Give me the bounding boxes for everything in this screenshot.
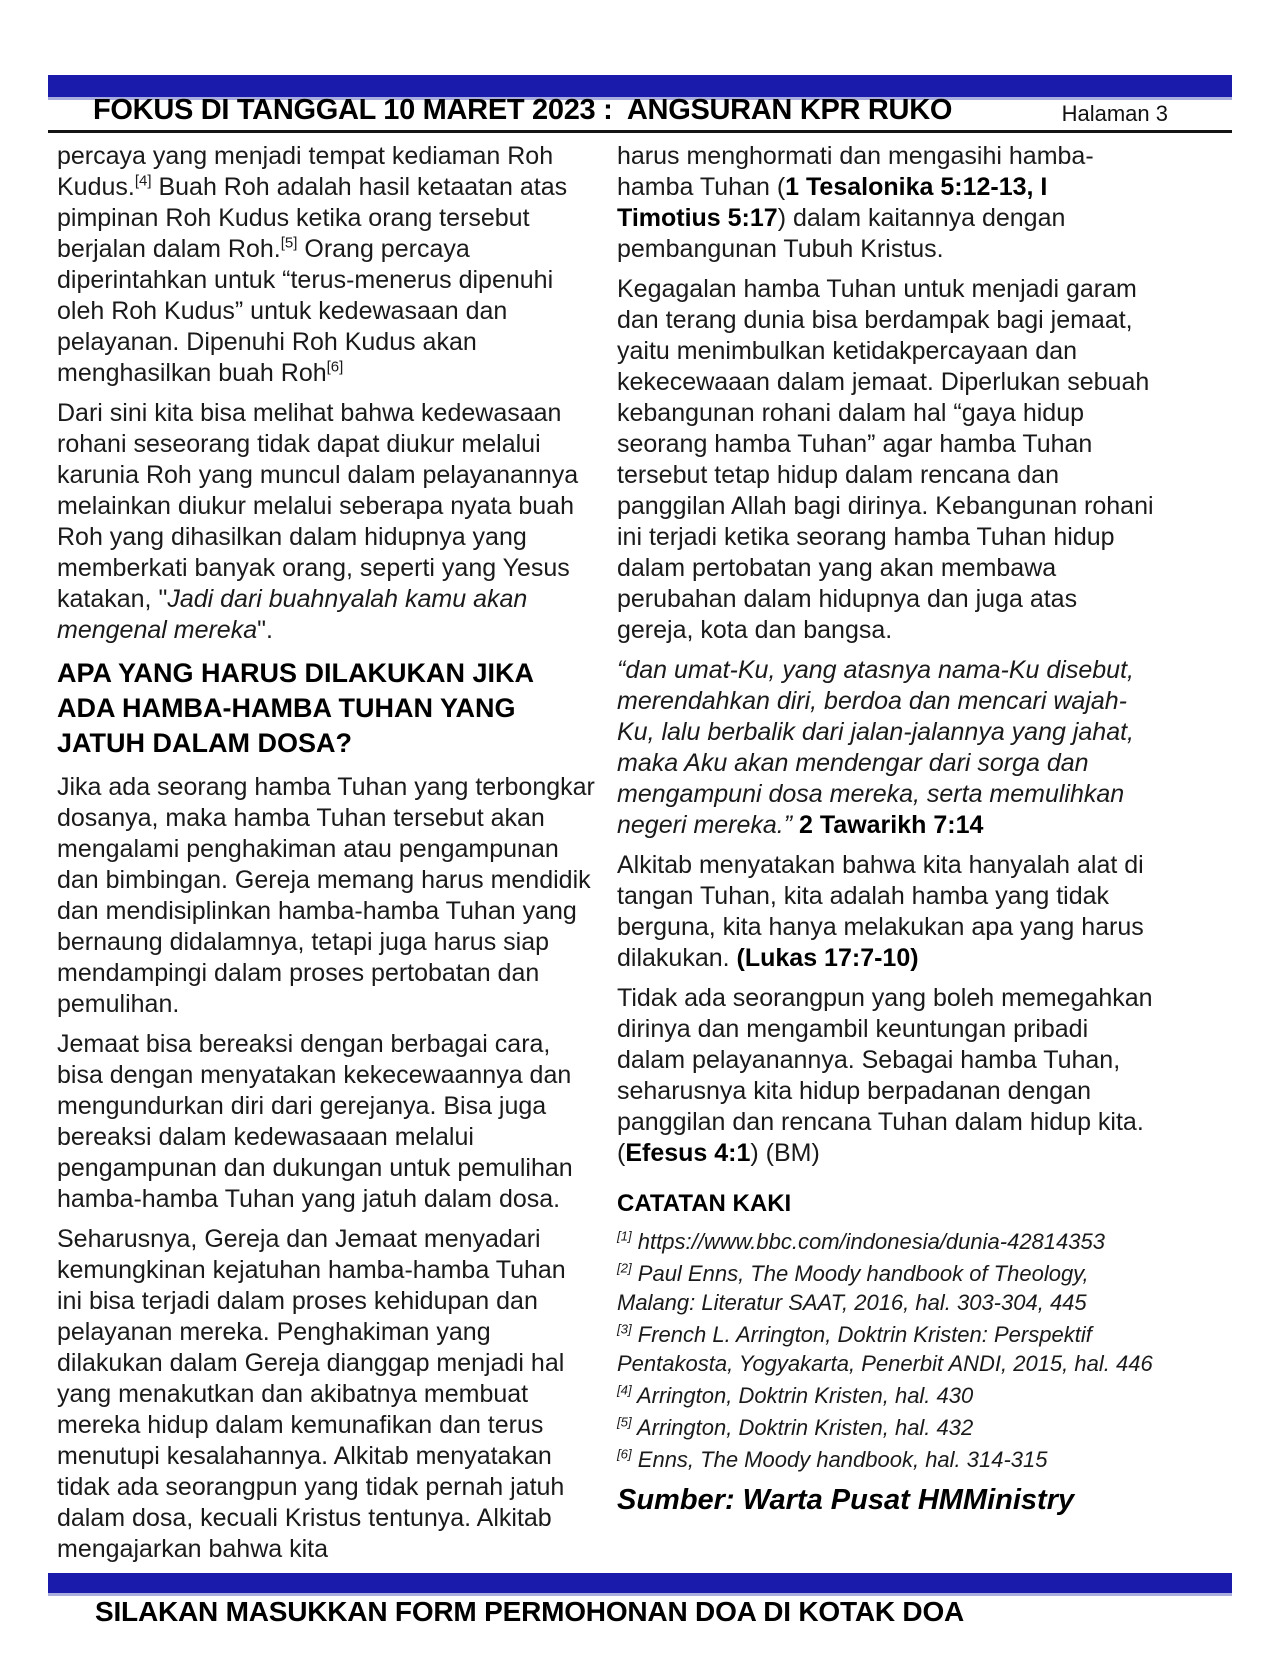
footnote-item: [2] Paul Enns, The Moody handbook of Theology, Malang: Literatur SAAT, 2016, hal. 303-304, 445 [617,1260,1089,1315]
paragraph: Seharusnya, Gereja dan Jemaat menyadari kemungkinan kejatuhan hamba-hamba Tuhan ini bisa terjadi dalam proses kehidupan dan pelayanan mereka. Penghakiman yang dilakukan dalam Gereja dianggap menjadi hal yang menakutkan dan akibatnya membuat mereka hidup dalam kemunafikan dan terus menutupi kesalahannya. Alkitab menyatakan tidak ada seorangpun yang tidak pernah jatuh dalam dosa, kecuali Kristus tentunya. Alkitab mengajarkan bahwa kita [57,1225,566,1563]
paragraph: Dari sini kita bisa melihat bahwa kedewasaan rohani seseorang tidak dapat diukur melalui karunia Roh yang muncul dalam pelayanannya melainkan diukur melalui seberapa nyata buah Roh yang dihasilkan dalam hidupnya yang memberkati banyak orang, seperti yang Yesus katakan, "Jadi dari buahnyalah kamu akan mengenal mereka". [57,399,579,644]
paragraph: Jika ada seorang hamba Tuhan yang terbongkar dosanya, maka hamba Tuhan tersebut akan mengalami penghakiman atau pengampunan dan bimbingan. Gereja memang harus mendidik dan mendisiplinkan hamba-hamba Tuhan yang bernaung didalamnya, tetapi juga harus siap mendampingi dalam proses pertobatan dan pemulihan. [57,773,595,1018]
article-body [57,141,1155,1569]
source-line: Sumber: Warta Pusat HMMinistry [617,1484,1075,1516]
footnote-item: [5] Arrington, Doktrin Kristen, hal. 432 [617,1414,974,1440]
right-column [617,141,1155,1569]
paragraph: Tidak ada seorangpun yang boleh memegahkan dirinya dan mengambil keuntungan pribadi dalam pelayanannya. Sebagai hamba Tuhan, seharusnya kita hidup berpadanan dengan panggilan dan rencana Tuhan dalam hidup kita. (Efesus 4:1) (BM) [617,984,1153,1167]
footer-text: SILAKAN MASUKKAN FORM PERMOHONAN DOA DI KOTAK DOA [95,1596,965,1627]
footnote-item: [4] Arrington, Doktrin Kristen, hal. 430 [617,1382,974,1408]
footnote-item: [3] French L. Arrington, Doktrin Kristen: Perspektif Pentakosta, Yogyakarta, Penerbit ANDI, 2015, hal. 446 [617,1321,1153,1376]
paragraph: Kegagalan hamba Tuhan untuk menjadi garam dan terang dunia bisa berdampak bagi jemaat, yaitu menimbulkan ketidakpercayaan dan kekecewaaan dalam jemaat. Diperlukan sebuah kebangunan rohani dalam hal “gaya hidup seorang hamba Tuhan” agar hamba Tuhan tersebut tetap hidup dalam rencana dan panggilan Allah bagi dirinya. Kebangunan rohani ini terjadi ketika seorang hamba Tuhan hidup dalam pertobatan yang akan membawa perubahan dalam hidupnya dan juga atas gereja, kota dan bangsa. [617,275,1154,644]
left-column [57,141,595,1569]
section-heading: APA YANG HARUS DILAKUKAN JIKA ADA HAMBA-HAMBA TUHAN YANG JATUH DALAM DOSA? [57,658,534,758]
page-number: Halaman 3 [1061,101,1168,126]
footnotes-heading: CATATAN KAKI [617,1190,792,1217]
footnote-item: [6] Enns, The Moody handbook, hal. 314-315 [617,1446,1048,1472]
scripture-quote: “dan umat-Ku, yang atasnya nama-Ku disebut, merendahkan diri, berdoa dan mencari wajah-Ku, lalu berbalik dari jalan-jalannya yang jahat, maka Aku akan mendengar dari sorga dan mengampuni dosa mereka, serta memulihkan negeri mereka.” 2 Tawarikh 7:14 [617,656,1134,839]
paragraph: Jemaat bisa bereaksi dengan berbagai cara, bisa dengan menyatakan kekecewaannya dan mengundurkan diri dari gerejanya. Bisa juga bereaksi dalam kedewasaaan melalui pengampunan dan dukungan untuk pemulihan hamba-hamba Tuhan yang jatuh dalam dosa. [57,1030,573,1213]
footer-divider-bar [48,1573,1232,1596]
page-title: FOKUS DI TANGGAL 10 MARET 2023 : ANGSURAN KPR RUKO [93,94,953,126]
paragraph: Alkitab menyatakan bahwa kita hanyalah alat di tangan Tuhan, kita adalah hamba yang tidak berguna, kita hanya melakukan apa yang harus dilakukan. (Lukas 17:7-10) [617,851,1144,972]
footnote-item: [1] https://www.bbc.com/indonesia/dunia-42814353 [617,1228,1105,1254]
paragraph: harus menghormati dan mengasihi hamba-hamba Tuhan (1 Tesalonika 5:12-13, I Timotius 5:17) dalam kaitannya dengan pembangunan Tubuh Kristus. [617,142,1094,263]
header-rule [48,130,1232,133]
paragraph: percaya yang menjadi tempat kediaman Roh Kudus.[4] Buah Roh adalah hasil ketaatan atas pimpinan Roh Kudus ketika orang tersebut berjalan dalam Roh.[5] Orang percaya diperintahkan untuk “terus-menerus dipenuhi oleh Roh Kudus” untuk kedewasaan dan pelayanan. Dipenuhi Roh Kudus akan menghasilkan buah Roh[6] [57,142,568,387]
